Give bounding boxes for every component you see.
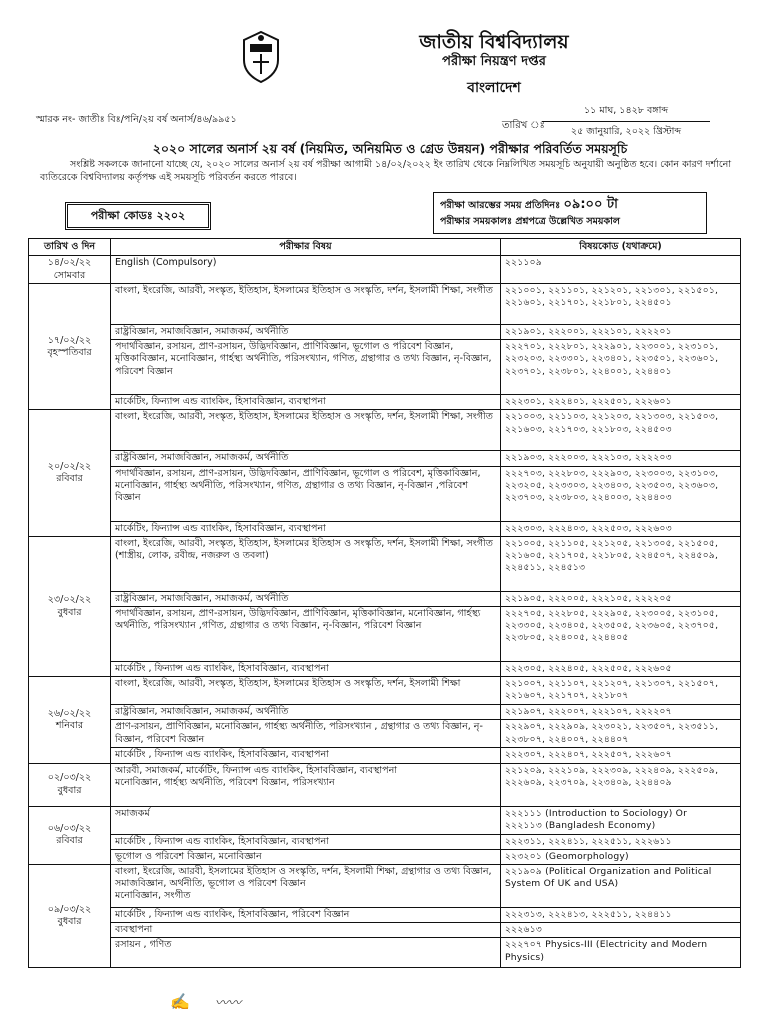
exam-subjects: বাংলা, ইংরেজি, আরবী, সংস্কৃত, ইতিহাস, ইসলামের ইতিহাস ও সংস্কৃতি, দর্শন, ইসলামী শিক্ষা, সংগীত: [111, 410, 501, 451]
exam-date: ০৬/০৩/২২ রবিবার: [29, 806, 111, 864]
table-row: [29, 466, 741, 521]
subject-codes: ২২২৯০৭, ২২২৯০৯, ২২৩০২১, ২২৩৫০৭, ২২৩৫১১, ২২৩৮০৭, ২২৪০০৭, ২২৪৪০৭: [501, 720, 741, 748]
exam-duration: পরীক্ষার সময়কালঃ প্রশ্নপত্রে উল্লেখিত সময়কাল: [440, 216, 620, 227]
exam-subjects: বাংলা, ইংরেজি, আরবী, সংস্কৃত, ইতিহাস, ইসলামের ইতিহাস ও সংস্কৃতি, দর্শন, ইসলামী শিক্ষা, সংগীত (শাস্ত্রীয়, লোক, রবীন্দ্র, নজরুল ও তবলা): [111, 536, 501, 591]
exam-subjects: বাংলা, ইংরেজি, আরবী, ইসলামের ইতিহাস ও সংস্কৃতি, দর্শন, ইসলামী শিক্ষা, গ্রন্থাগার ও তথ্য বিজ্ঞান, সমাজবিজ্ঞান, অর্থনীতি, ভূগোল ও পরিবেশ বিজ্ঞান মনোবিজ্ঞান, সংগীত: [111, 865, 501, 908]
exam-start-line: [440, 195, 618, 216]
exam-start-label: পরীক্ষা আরম্ভের সময় প্রতিদিনঃ: [440, 200, 561, 211]
exam-subjects: ভূগোল ও পরিবেশ বিজ্ঞান, মনোবিজ্ঞান: [111, 849, 501, 864]
university-name: জাতীয় বিশ্ববিদ্যালয়: [419, 31, 569, 53]
schedule-body: [29, 256, 741, 968]
table-row: [29, 865, 741, 908]
exam-date: ১৭/০২/২২ বৃহস্পতিবার: [29, 284, 111, 410]
subject-codes: ২২১৯০১, ২২২০০১, ২২২১০১, ২২২২০১: [501, 325, 741, 340]
exam-date: ০২/০৩/২২ বুধবার: [29, 763, 111, 806]
subject-codes: ২২২৬১৩: [501, 923, 741, 938]
exam-subjects: English (Compulsory): [111, 256, 501, 284]
office-name: পরীক্ষা নিয়ন্ত্রণ দপ্তর: [442, 54, 546, 69]
table-row: [29, 521, 741, 536]
table-row: [29, 607, 741, 662]
header-date: তারিখ ও দিন: [29, 239, 111, 256]
exam-subjects: বাংলা, ইংরেজি, আরবী, সংস্কৃত, ইতিহাস, ইসলামের ইতিহাস ও সংস্কৃতি, দর্শন, ইসলামী শিক্ষা: [111, 677, 501, 705]
table-row: [29, 923, 741, 938]
subject-codes: ২২১০০৫, ২২১১০৫, ২২১২০৫, ২২১৩০৫, ২২১৫০৫, ২২১৬০৫, ২২১৭০৫, ২২১৮০৫, ২২৪৫০৭, ২২৪৫০৯, ২২৪৫১১, ২২৪৫১৩: [501, 536, 741, 591]
subject-codes: ২২১০০৭, ২২১১০৭, ২২১২০৭, ২২১৩০৭, ২২১৫০৭, ২২১৬০৭, ২২১৭০৭, ২২১৮০৭: [501, 677, 741, 705]
subject-codes: ২২২৩০১, ২২২৪০১, ২২২৫০১, ২২২৬০১: [501, 395, 741, 410]
memo-number: স্মারক নং- জাতীঃ বিঃ/পনি/২য় বর্ষ অনার্স/৪৬/৯৯৫১: [36, 114, 237, 125]
exam-subjects: পদার্থবিজ্ঞান, রসায়ন, প্রাণ-রসায়ন, উদ্ভিদবিজ্ঞান, প্রাণিবিজ্ঞান, মৃত্তিকাবিজ্ঞান, মনোবিজ্ঞান, গার্হস্থ্য অর্থনীতি, পরিসংখ্যান ,গণিত, গ্রন্থাগার ও তথ্য বিজ্ঞান, নৃ-বিজ্ঞান, পরিবেশ বিজ্ঞান: [111, 607, 501, 662]
exam-subjects: মার্কেটিং , ফিন্যান্স এন্ড ব্যাংকিং, হিসাববিজ্ঞান, ব্যবস্থাপনা: [111, 834, 501, 849]
subject-codes: ২২২৩০৭, ২২২৪০৭, ২২২৫০৭, ২২২৬০৭: [501, 748, 741, 763]
exam-time-box: [433, 192, 707, 234]
subject-codes: ২২২৭০৩, ২২২৮০৩, ২২২৯০৩, ২২৩০০৩, ২২৩১০৩, ২২৩২০৫, ২২৩৩০৩, ২২৩৪০৩, ২২৩৫০৩, ২২৩৬০৩, ২২৩৭০৩, ২২৩৮০৩, ২২৪০০৩, ২২৪৪০৩: [501, 466, 741, 521]
table-row: [29, 748, 741, 763]
header-code: বিষয়কোড (যথাক্রমে): [501, 239, 741, 256]
notice-title: ২০২০ সালের অনার্স ২য় বর্ষ (নিয়মিত, অনিয়মিত ও গ্রেড উন্নয়ন) পরীক্ষার পরিবর্তিত সময়সূচি: [152, 141, 628, 156]
signature: 〰〰: [215, 996, 242, 1011]
exam-subjects: ব্যবস্থাপনা: [111, 923, 501, 938]
table-row: [29, 705, 741, 720]
exam-date: ২৩/০২/২২ বুধবার: [29, 536, 111, 676]
exam-subjects: রাষ্ট্রবিজ্ঞান, সমাজবিজ্ঞান, সমাজকর্ম, অর্থনীতি: [111, 705, 501, 720]
exam-subjects: মার্কেটিং , ফিন্যান্স এন্ড ব্যাংকিং, হিসাববিজ্ঞান, ব্যবস্থাপনা: [111, 662, 501, 677]
subject-codes: ২২১৯০৯ (Political Organization and Political System Of UK and USA): [501, 865, 741, 908]
date-label: তারিখ ঃ: [502, 120, 545, 131]
subject-codes: ২২১৯০৭, ২২২০০৭, ২২২১০৭, ২২২২০৭: [501, 705, 741, 720]
table-row: [29, 536, 741, 591]
table-row: [29, 908, 741, 923]
exam-date: ০৯/০৩/২২ বুধবার: [29, 865, 111, 968]
exam-code-box: পরীক্ষা কোডঃ ২২০২: [65, 202, 211, 230]
exam-date: ২০/০২/২২ রবিবার: [29, 410, 111, 536]
exam-subjects: রাষ্ট্রবিজ্ঞান, সমাজবিজ্ঞান, সমাজকর্ম, অর্থনীতি: [111, 451, 501, 466]
exam-start-time: ০৯:০০ টা: [563, 197, 618, 212]
subject-codes: ২২১৯০৩, ২২২০০৩, ২২২১০৩, ২২২২০৩: [501, 451, 741, 466]
table-row: [29, 720, 741, 748]
subject-codes: ২২১১০৯: [501, 256, 741, 284]
subject-codes: ২২১৯০৫, ২২২০০৫, ২২২১০৫, ২২২২০৫: [501, 591, 741, 606]
table-row: [29, 451, 741, 466]
table-row: [29, 325, 741, 340]
exam-subjects: পদার্থবিজ্ঞান, রসায়ন, প্রাণ-রসায়ন, উদ্ভিদবিজ্ঞান, প্রাণিবিজ্ঞান, ভূগোল ও পরিবেশ, মৃত্তিকাবিজ্ঞান, মনোবিজ্ঞান, গার্হস্থ্য অর্থনীতি, পরিসংখ্যান, গণিত, গ্রন্থাগার ও তথ্য বিজ্ঞান, নৃ-বিজ্ঞান ,পরিবেশ বিজ্ঞান: [111, 466, 501, 521]
subject-codes: ২২২৩০৩, ২২২৪০৩, ২২২৫০৩, ২২২৬০৩: [501, 521, 741, 536]
table-row: [29, 763, 741, 806]
table-row: [29, 938, 741, 968]
table-row: [29, 284, 741, 325]
date-english: ২৫ জানুয়ারি, ২০২২ খ্রিস্টাব্দ: [570, 126, 682, 137]
subject-codes: ২২২৭০৭ Physics-III (Electricity and Modern Physics): [501, 938, 741, 968]
table-row: [29, 340, 741, 395]
subject-codes: ২২৩২০১ (Geomorphology): [501, 849, 741, 864]
exam-subjects: বাংলা, ইংরেজি, আরবী, সংস্কৃত, ইতিহাস, ইসলামের ইতিহাস ও সংস্কৃতি, দর্শন, ইসলামী শিক্ষা, সংগীত: [111, 284, 501, 325]
exam-date: ২৬/০২/২২ শনিবার: [29, 677, 111, 763]
exam-subjects: সমাজকর্ম: [111, 806, 501, 834]
notice-body: সংশ্লিষ্ট সকলকে জানানো যাচ্ছে যে, ২০২০ সালের অনার্স ২য় বর্ষ পরীক্ষা আগামী ১৪/০২/২০২২ ইং তারিখ থেকে নিম্নলিখিত সময়সূচি অনুযায়ী অনুষ্ঠিত হবে। কোন কারণ দর্শানো ব্যতিরেকে বিশ্ববিদ্যালয় কর্তৃপক্ষ এই সময়সূচি পরিবর্তন করতে পারবে।: [40, 159, 732, 183]
date-bangla: ১১ মাঘ, ১৪২৮ বঙ্গাব্দ: [542, 104, 710, 122]
header-subject: পরীক্ষার বিষয়: [111, 239, 501, 256]
date-block: [542, 104, 710, 140]
table-row: [29, 677, 741, 705]
table-row: [29, 410, 741, 451]
exam-date: ১৪/০২/২২ সোমবার: [29, 256, 111, 284]
signature-initials: ✍: [170, 992, 190, 1011]
exam-subjects: মার্কেটিং , ফিন্যান্স এন্ড ব্যাংকিং, হিসাববিজ্ঞান, ব্যবস্থাপনা: [111, 748, 501, 763]
subject-codes: ২২২৩১১, ২২২৪১১, ২২২৫১১, ২২২৬১১: [501, 834, 741, 849]
subject-codes: ২২২৩০৫, ২২২৪০৫, ২২২৫০৫, ২২২৬০৫: [501, 662, 741, 677]
table-row: [29, 395, 741, 410]
table-row: [29, 591, 741, 606]
schedule-table: [28, 238, 741, 968]
table-row: [29, 849, 741, 864]
exam-subjects: রাষ্ট্রবিজ্ঞান, সমাজবিজ্ঞান, সমাজকর্ম, অর্থনীতি: [111, 591, 501, 606]
exam-subjects: আরবী, সমাজকর্ম, মার্কেটিং, ফিন্যান্স এন্ড ব্যাংকিং, হিসাববিজ্ঞান, ব্যবস্থাপনা মনোবিজ্ঞান, গার্হস্থ্য অর্থনীতি, পরিবেশ বিজ্ঞান, পরিসংখ্যান: [111, 763, 501, 806]
table-row: [29, 806, 741, 834]
exam-subjects: মার্কেটিং, ফিন্যান্স এন্ড ব্যাংকিং, হিসাববিজ্ঞান, ব্যবস্থাপনা: [111, 395, 501, 410]
subject-codes: ২২২৭০৫, ২২২৮০৫, ২২২৯০৫, ২২৩০০৫, ২২৩১০৫, ২২৩৩০৫, ২২৩৪০৫, ২২৩৫০৫, ২২৩৬০৫, ২২৩৭০৫, ২২৩৮০৫, ২২৪০০৫, ২২৪৪০৫: [501, 607, 741, 662]
subject-codes: ২২২১১১ (Introduction to Sociology) Or ২২২১১৩ (Bangladesh Economy): [501, 806, 741, 834]
exam-subjects: মার্কেটিং , ফিন্যান্স এন্ড ব্যাংকিং, হিসাববিজ্ঞান, পরিবেশ বিজ্ঞান: [111, 908, 501, 923]
table-row: [29, 256, 741, 284]
exam-subjects: রাষ্ট্রবিজ্ঞান, সমাজবিজ্ঞান, সমাজকর্ম, অর্থনীতি: [111, 325, 501, 340]
exam-subjects: মার্কেটিং, ফিন্যান্স এন্ড ব্যাংকিং, হিসাববিজ্ঞান, ব্যবস্থাপনা: [111, 521, 501, 536]
subject-codes: ২২২৩১৩, ২২২৪১৩, ২২২৫১১, ২২৪৪১১: [501, 908, 741, 923]
subject-codes: ২২২৭০১, ২২২৮০১, ২২২৯০১, ২২৩০০১, ২২৩১০১, ২২৩২০৩, ২২৩৩০১, ২২৩৪০১, ২২৩৫০১, ২২৩৬০১, ২২৩৭০১, ২২৩৮০১, ২২৪০০১, ২২৪৪০১: [501, 340, 741, 395]
exam-subjects: পদার্থবিজ্ঞান, রসায়ন, প্রাণ-রসায়ন, উদ্ভিদবিজ্ঞান, প্রাণিবিজ্ঞান, ভূগোল ও পরিবেশ বিজ্ঞান, মৃত্তিকাবিজ্ঞান, মনোবিজ্ঞান, গার্হস্থ্য অর্থনীতি, পরিসংখ্যান, গণিত, গ্রন্থাগার ও তথ্য বিজ্ঞান, নৃ-বিজ্ঞান, পরিবেশ বিজ্ঞান: [111, 340, 501, 395]
subject-codes: ২২১০০১, ২২১১০১, ২২১২০১, ২২১৩০১, ২২১৫০১, ২২১৬০১, ২২১৭০১, ২২১৮০১, ২২৪৫০১: [501, 284, 741, 325]
table-row: [29, 834, 741, 849]
subject-codes: ২২১০০৩, ২২১১০৩, ২২১২০৩, ২২১৩০৩, ২২১৫০৩, ২২১৬০৩, ২২১৭০৩, ২২১৮০৩, ২২৪৫০৩: [501, 410, 741, 451]
table-row: [29, 662, 741, 677]
exam-subjects: প্রাণ-রসায়ন, প্রাণিবিজ্ঞান, মনোবিজ্ঞান, গার্হস্থ্য অর্থনীতি, পরিসংখ্যান , গ্রন্থাগার ও তথ্য বিজ্ঞান, নৃ-বিজ্ঞান, পরিবেশ বিজ্ঞান: [111, 720, 501, 748]
exam-subjects: রসায়ন , গণিত: [111, 938, 501, 968]
country-name: বাংলাদেশ: [467, 80, 521, 96]
subject-codes: ২২১২০৯, ২২২১০৯, ২২২৩০৯, ২২২৪০৯, ২২২৫০৯, ২২২৬০৯, ২২৩৭০৯, ২২৩৪০৯, ২২৪৪০৯: [501, 763, 741, 806]
table-header-row: [29, 239, 741, 256]
